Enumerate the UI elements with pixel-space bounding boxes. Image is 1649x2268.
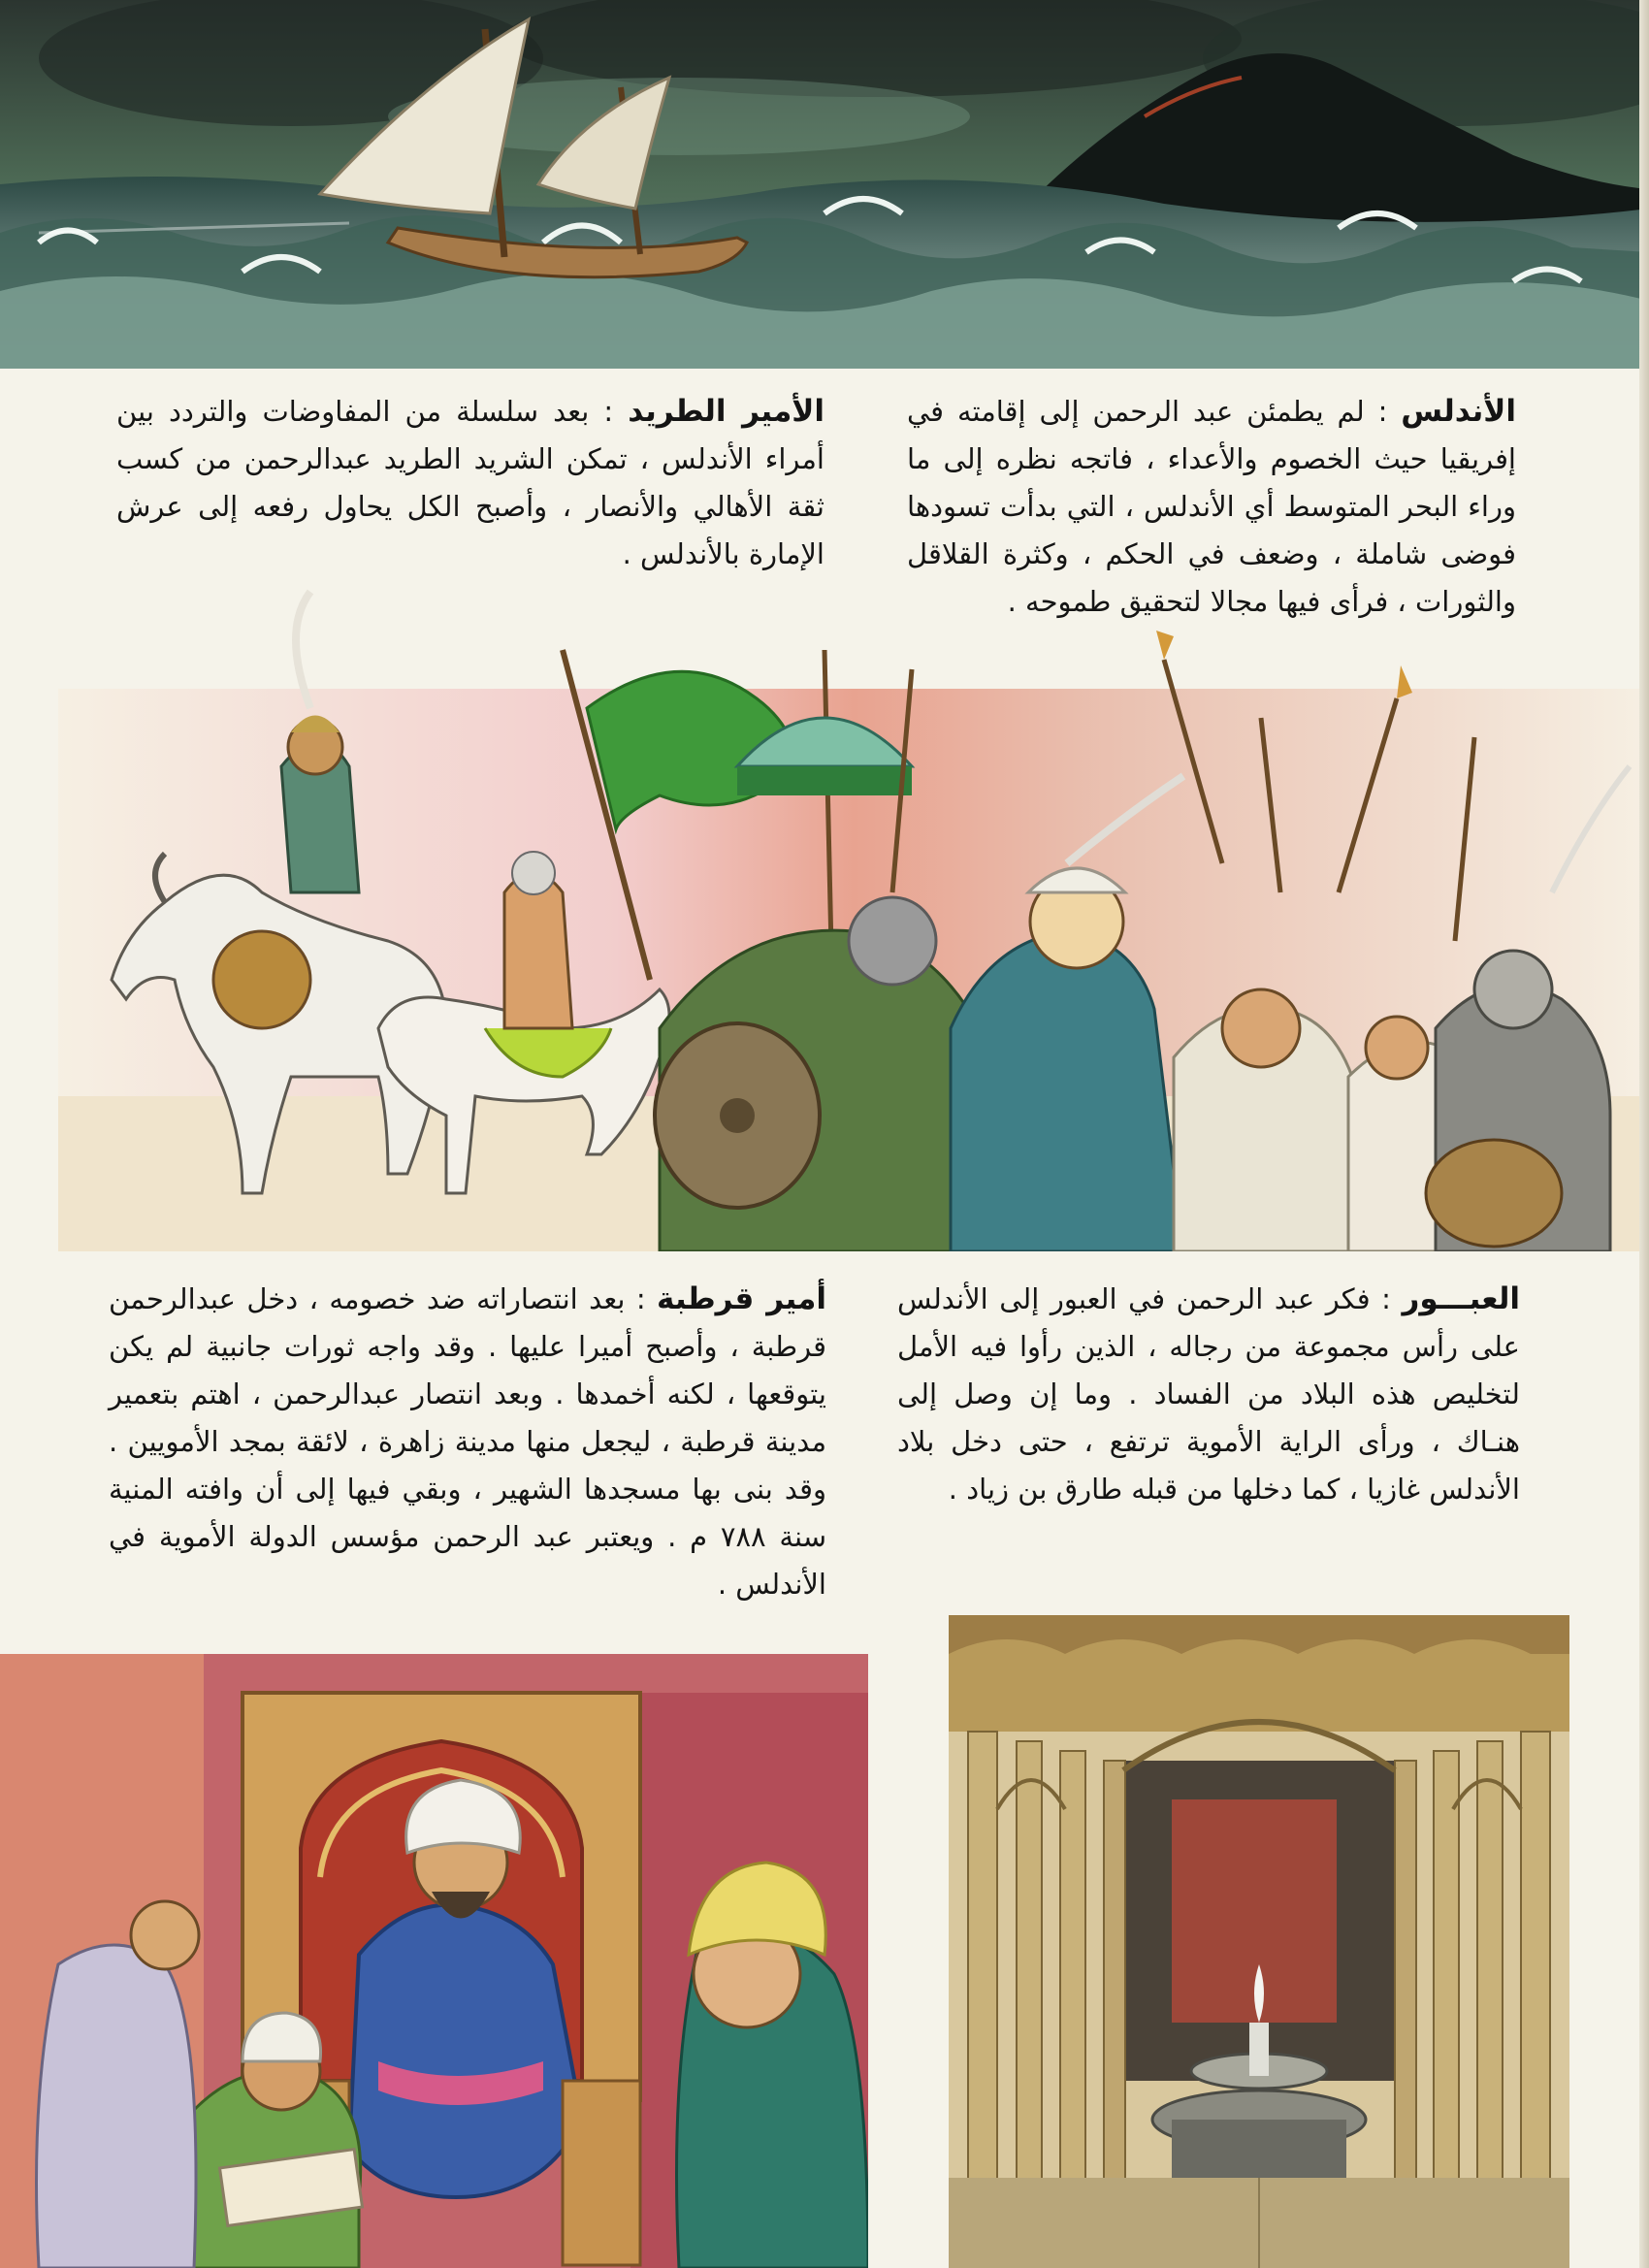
page-binding-edge [1639,0,1649,2268]
section-cordoba-prince-heading: أمير قرطبة [657,1281,826,1316]
section-crossing [897,1276,1520,1513]
ship-storm-illustration [0,0,1649,369]
palace-illustration [949,1615,1569,2268]
throne-illustration [0,1654,868,2268]
section-exiled-prince-heading: الأمير الطريد [628,394,824,429]
section-crossing-heading: العبـــور [1402,1281,1520,1316]
section-exiled-prince [116,388,824,578]
section-crossing-body: : فكر عبد الرحمن في العبور إلى الأندلس على رأس مجموعة من رجاله ، الذين رأوا فيه الأمل لتخليص هذه البلاد من الفساد . وما إن وصل إلى هنـاك ، ورأى الراية الأموية ترتفع ، حتى دخل بلاد الأندلس غازيا ، كما دخلها من قبله طارق بن زياد . [897,1282,1520,1506]
section-andalus-body: : لم يطمئن عبد الرحمن إلى إقامته في إفريقيا حيث الخصوم والأعداء ، فاتجه نظره إلى ما وراء البحر المتوسط أي الأندلس ، التي بدأت تسودها فوضى شاملة ، وضعف في الحكم ، وكثرة القلاقل والثورات ، فرأى فيها مجالا لتحقيق طموحه . [907,395,1516,618]
section-exiled-prince-body: : بعد سلسلة من المفاوضات والتردد بين أمراء الأندلس ، تمكن الشريد الطريد عبدالرحمن من كسب ثقة الأهالي والأنصار ، وأصبح الكل يحاول رفعه إلى عرش الإمارة بالأندلس . [116,395,824,570]
section-cordoba-prince [109,1276,826,1608]
section-andalus-heading: الأندلس [1401,394,1516,429]
section-cordoba-prince-body: : بعد انتصاراته ضد خصومه ، دخل عبدالرحمن قرطبة ، وأصبح أميرا عليها . وقد واجه ثورات جانبية لم يكن يتوقعها ، لكنه أخمدها . وبعد انتصار عبدالرحمن ، اهتم بتعمير مدينة قرطبة ، ليجعل منها مدينة زاهرة ، لائقة بمجد الأمويين . وقد بنى بها مسجدها الشهير ، وبقي فيها إلى أن وافته المنية سنة ٧٨٨ م . ويعتبر عبد الرحمن مؤسس الدولة الأموية في الأندلس . [109,1282,826,1601]
battle-illustration [58,572,1649,1251]
